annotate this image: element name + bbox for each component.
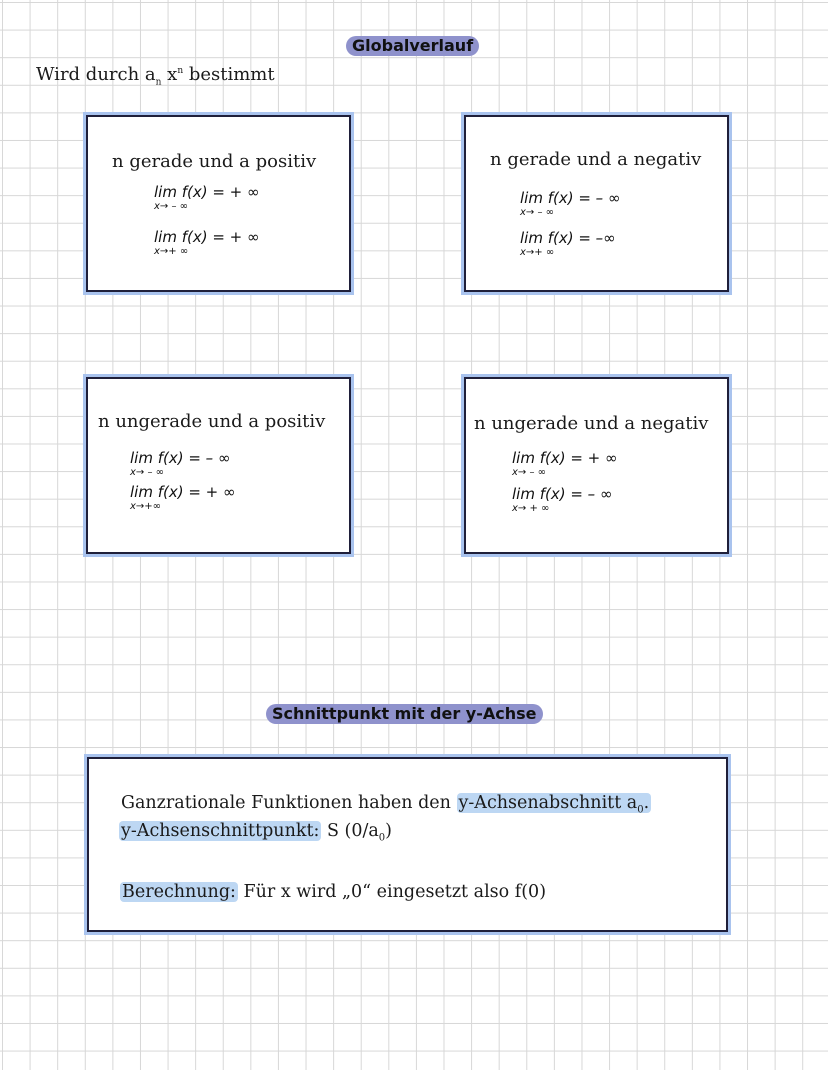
limit-subscript: x→ – ∞ <box>520 207 554 218</box>
intro-sup: n <box>177 66 184 76</box>
limit-subscript: x→ – ∞ <box>512 467 546 478</box>
line2-text: S (0/a <box>321 821 379 841</box>
limit-subscript: x→ + ∞ <box>512 503 550 514</box>
box-n-odd-a-positive <box>86 377 351 554</box>
line2-end: ) <box>385 821 392 841</box>
limit-subscript: x→ – ∞ <box>154 201 188 212</box>
limit-expression: lim f(x) = –∞ <box>520 229 616 247</box>
intro-mid: x <box>161 64 178 85</box>
calculation-line <box>120 882 546 902</box>
y-achse-heading: Schnittpunkt mit der y-Achse <box>266 704 543 724</box>
limit-expression: lim f(x) = + ∞ <box>154 183 260 201</box>
berechnung-highlight: Berechnung: <box>122 882 236 902</box>
intro-suffix: bestimmt <box>183 64 275 85</box>
intro-sub: n <box>155 77 162 88</box>
box-n-even-a-negative <box>464 115 729 292</box>
y-achsenabschnitt-highlight <box>457 793 652 816</box>
line3-text: Für x wird „0“ eingesetzt also f(0) <box>237 882 547 902</box>
limit-minus-infinity <box>520 191 620 218</box>
line1-highlight-text: y-Achsenabschnitt a <box>458 793 638 813</box>
limit-expression: lim f(x) = – ∞ <box>520 189 621 207</box>
box-title: n ungerade und a negativ <box>474 413 709 434</box>
globalverlauf-heading: Globalverlauf <box>346 36 479 56</box>
limit-plus-infinity <box>520 231 616 258</box>
limit-minus-infinity <box>130 451 230 478</box>
limit-plus-infinity <box>154 230 260 257</box>
line1-end: . <box>643 793 650 813</box>
intro-text <box>36 64 275 88</box>
limit-expression: lim f(x) = + ∞ <box>130 483 236 501</box>
line1-sub: 0 <box>637 804 644 816</box>
limit-plus-infinity <box>130 485 236 512</box>
box-n-odd-a-negative <box>464 377 729 554</box>
y-achsenschnittpunkt-highlight: y-Achsenschnittpunkt: <box>121 821 320 841</box>
limit-expression: lim f(x) = + ∞ <box>512 449 618 467</box>
box-n-even-a-positive <box>86 115 351 292</box>
limit-expression: lim f(x) = + ∞ <box>154 228 260 246</box>
line2-sub: 0 <box>378 832 386 844</box>
limit-minus-infinity <box>154 185 260 212</box>
line1-text: Ganzrationale Funktionen haben den <box>121 793 457 813</box>
limit-subscript: x→+ ∞ <box>154 246 189 257</box>
limit-plus-infinity <box>512 487 612 514</box>
limit-subscript: x→+ ∞ <box>520 247 555 258</box>
limit-subscript: x→ – ∞ <box>130 467 164 478</box>
box-y-intercept <box>87 757 728 932</box>
box-title: n ungerade und a positiv <box>98 411 326 432</box>
limit-expression: lim f(x) = – ∞ <box>512 485 613 503</box>
limit-expression: lim f(x) = – ∞ <box>130 449 231 467</box>
box-title: n gerade und a negativ <box>490 149 702 170</box>
intro-prefix: Wird durch a <box>36 64 156 85</box>
y-intercept-point-line <box>119 821 392 844</box>
limit-subscript: x→+∞ <box>130 501 162 512</box>
box-title: n gerade und a positiv <box>112 151 317 172</box>
y-intercept-line <box>121 793 651 816</box>
limit-minus-infinity <box>512 451 618 478</box>
